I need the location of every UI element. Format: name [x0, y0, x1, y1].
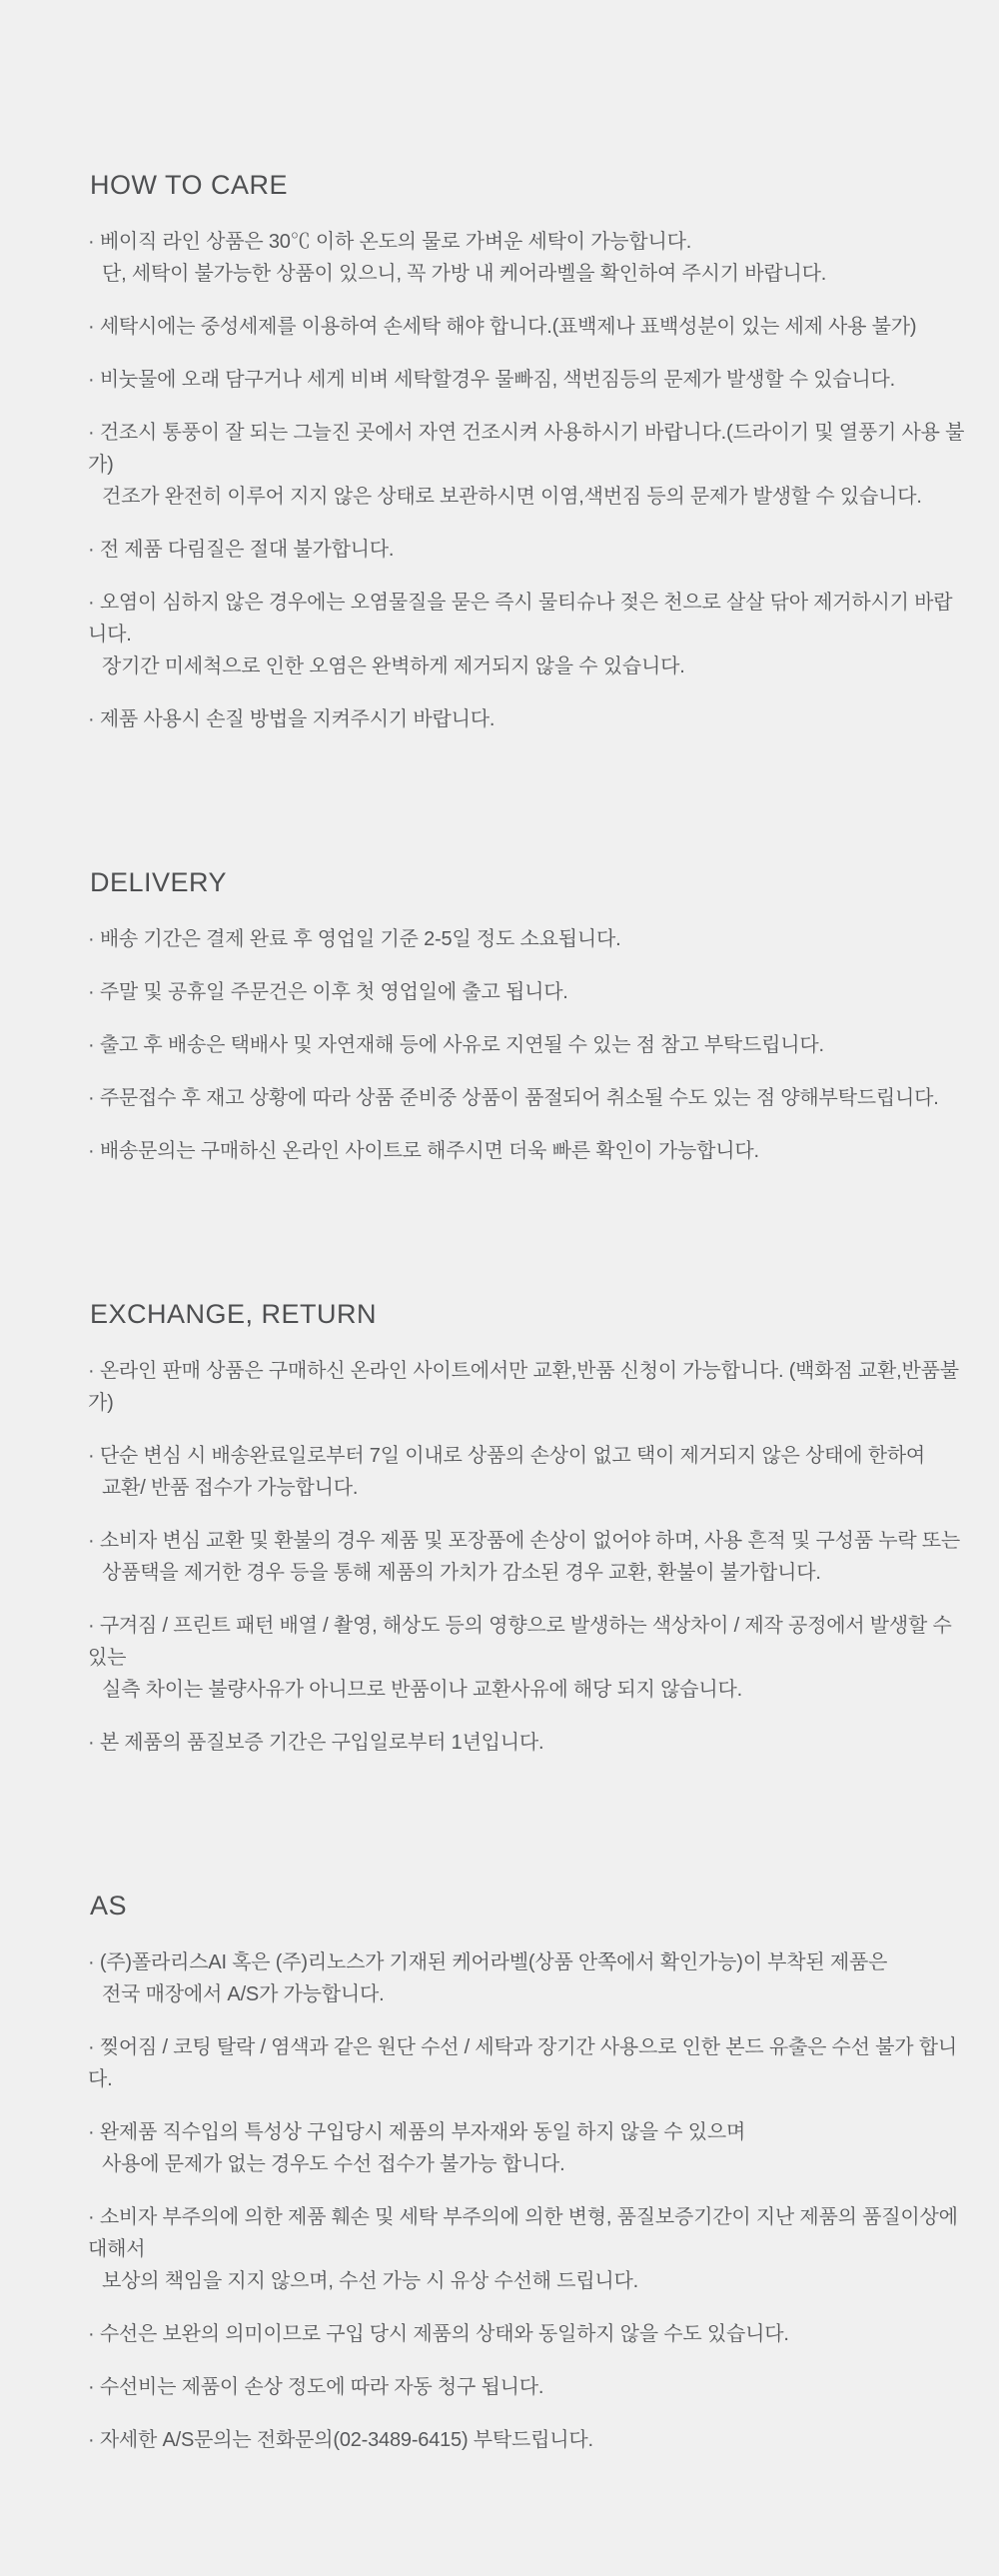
list-item [88, 2318, 969, 2350]
item-line: · 주문접수 후 재고 상황에 따라 상품 준비중 상품이 품절되어 취소될 수도 있는 점 양해부탁드립니다. [88, 1087, 939, 1109]
exchange-return-info-list [88, 1355, 969, 1759]
item-line: · (주)폴라리스AI 혹은 (주)리노스가 기재된 케어라벨(상품 안쪽에서 확인가능)이 부착된 제품은 [88, 1951, 888, 1973]
list-item [88, 1727, 969, 1759]
list-item [88, 417, 969, 513]
list-item [88, 1082, 969, 1114]
section-as [88, 1893, 969, 2456]
item-line: · 주말 및 공휴일 주문건은 이후 첫 영업일에 출고 됩니다. [88, 981, 568, 1003]
list-item [88, 1610, 969, 1706]
item-line: · 건조시 통풍이 잘 되는 그늘진 곳에서 자연 건조시켜 사용하시기 바랍니다.(드라이기 및 열풍기 사용 불가) [88, 422, 965, 476]
item-line: 상품택을 제거한 경우 등을 통해 제품의 가치가 감소된 경우 교환, 환불이 불가합니다. [102, 1562, 821, 1584]
item-line: 실측 차이는 불량사유가 아니므로 반품이나 교환사유에 해당 되지 않습니다. [102, 1679, 742, 1701]
list-item [88, 2424, 969, 2456]
item-line: · 비눗물에 오래 담구거나 세게 비벼 세탁할경우 물빠짐, 색번짐등의 문제가 발생할 수 있습니다. [88, 369, 896, 391]
item-line: · 출고 후 배송은 택배사 및 자연재해 등에 사유로 지연될 수 있는 점 참고 부탁드립니다. [88, 1034, 824, 1056]
item-line: · 소비자 변심 교환 및 환불의 경우 제품 및 포장품에 손상이 없어야 하며, 사용 흔적 및 구성품 누락 또는 [88, 1530, 961, 1552]
section-title-as: AS [90, 1891, 128, 1921]
item-line: · 소비자 부주의에 의한 제품 훼손 및 세탁 부주의에 의한 변형, 품질보증기간이 지난 제품의 품질이상에 대해서 [88, 2206, 958, 2260]
item-line: · 배송 기간은 결제 완료 후 영업일 기준 2-5일 정도 소요됩니다. [88, 928, 621, 950]
item-line: · 본 제품의 품질보증 기간은 구입일로부터 1년입니다. [88, 1732, 544, 1754]
as-info-list [88, 1946, 969, 2456]
item-line: · 수선비는 제품이 손상 정도에 따라 자동 청구 됩니다. [88, 2376, 544, 2398]
item-line: · 단순 변심 시 배송완료일로부터 7일 이내로 상품의 손상이 없고 택이 제거되지 않은 상태에 한하여 [88, 1445, 926, 1467]
item-line: 사용에 문제가 없는 경우도 수선 접수가 불가능 합니다. [102, 2153, 565, 2175]
item-line: · 세탁시에는 중성세제를 이용하여 손세탁 해야 합니다.(표백제나 표백성분이 있는 세제 사용 불가) [88, 316, 917, 338]
list-item [88, 2116, 969, 2180]
list-item [88, 1525, 969, 1589]
section-how-to-care [88, 172, 969, 735]
item-line: 건조가 완전히 이루어 지지 않은 상태로 보관하시면 이염,색번짐 등의 문제가 발생할 수 있습니다. [102, 486, 922, 508]
section-title-delivery: DELIVERY [90, 867, 228, 897]
list-item [88, 1135, 969, 1167]
list-item [88, 587, 969, 682]
item-line: · 오염이 심하지 않은 경우에는 오염물질을 묻은 즉시 물티슈나 젖은 천으로 살살 닦아 제거하시기 바랍니다. [88, 592, 953, 645]
item-line: 보상의 책임을 지지 않으며, 수선 가능 시 유상 수선해 드립니다. [102, 2270, 638, 2292]
list-item [88, 364, 969, 396]
item-line: · 완제품 직수입의 특성상 구입당시 제품의 부자재와 동일 하지 않을 수 있으며 [88, 2121, 746, 2143]
list-item [88, 1440, 969, 1504]
care-instruction-list [88, 226, 969, 735]
list-item [88, 311, 969, 343]
list-item [88, 2371, 969, 2403]
list-item [88, 2201, 969, 2297]
item-line: 장기간 미세척으로 인한 오염은 완벽하게 제거되지 않을 수 있습니다. [102, 655, 685, 677]
delivery-info-list [88, 923, 969, 1167]
list-item [88, 534, 969, 566]
item-line: · 자세한 A/S문의는 전화문의(02-3489-6415) 부탁드립니다. [88, 2429, 593, 2451]
list-item [88, 976, 969, 1008]
item-line: · 수선은 보완의 의미이므로 구입 당시 제품의 상태와 동일하지 않을 수도 있습니다. [88, 2323, 789, 2345]
section-delivery [88, 869, 969, 1167]
section-title-how-to-care: HOW TO CARE [90, 170, 289, 200]
item-line: · 제품 사용시 손질 방법을 지켜주시기 바랍니다. [88, 708, 496, 730]
list-item [88, 226, 969, 290]
list-item [88, 1355, 969, 1419]
item-line: · 베이직 라인 상품은 30℃ 이하 온도의 물로 가벼운 세탁이 가능합니다. [88, 231, 692, 253]
item-line: · 전 제품 다림질은 절대 불가합니다. [88, 539, 395, 561]
section-title-exchange-return: EXCHANGE, RETURN [90, 1299, 378, 1329]
item-line: 단, 세탁이 불가능한 상품이 있으니, 꼭 가방 내 케어라벨을 확인하여 주시기 바랍니다. [102, 263, 827, 285]
list-item [88, 703, 969, 735]
item-line: · 구겨짐 / 프린트 패턴 배열 / 촬영, 해상도 등의 영향으로 발생하는 색상차이 / 제작 공정에서 발생할 수 있는 [88, 1615, 952, 1669]
list-item [88, 2031, 969, 2095]
item-line: 교환/ 반품 접수가 가능합니다. [102, 1477, 359, 1499]
section-exchange-return [88, 1301, 969, 1759]
item-line: · 배송문의는 구매하신 온라인 사이트로 해주시면 더욱 빠른 확인이 가능합니다. [88, 1140, 759, 1162]
list-item [88, 1029, 969, 1061]
list-item [88, 1946, 969, 2010]
list-item [88, 923, 969, 955]
item-line: 전국 매장에서 A/S가 가능합니다. [102, 1983, 385, 2005]
item-line: · 온라인 판매 상품은 구매하신 온라인 사이트에서만 교환,반품 신청이 가능합니다. (백화점 교환,반품불가) [88, 1360, 959, 1414]
item-line: · 찢어짐 / 코팅 탈락 / 염색과 같은 원단 수선 / 세탁과 장기간 사용으로 인한 본드 유출은 수선 불가 합니다. [88, 2036, 957, 2090]
